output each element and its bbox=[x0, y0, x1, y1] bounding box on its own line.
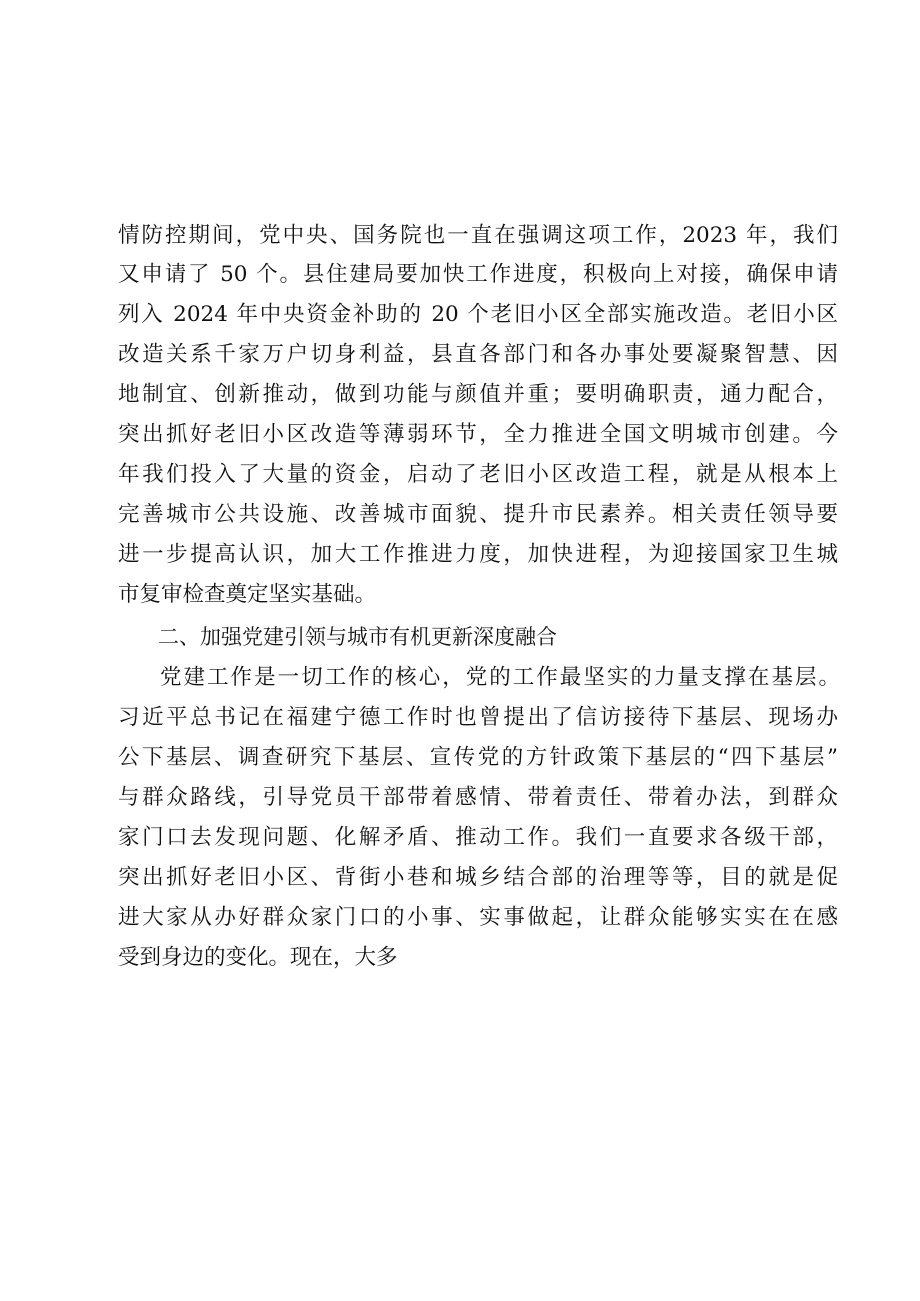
paragraph-line: 又申请了 50 个。县住建局要加快工作进度，积极向上对接，确保申请 bbox=[118, 262, 838, 287]
paragraph-line: 习近平总书记在福建宁德工作时也曾提出了信访接待下基层、现场办 bbox=[118, 705, 838, 730]
paragraph-line: 突出抓好老旧小区、背街小巷和城乡结合部的治理等等，目的就是促 bbox=[118, 865, 838, 890]
paragraph-line: 完善城市公共设施、改善城市面貌、提升市民素养。相关责任领导要 bbox=[118, 502, 838, 527]
paragraph-line: 进一步提高认识，加大工作推进力度，加快进程，为迎接国家卫生城 bbox=[118, 542, 838, 567]
paragraph-line: 列入 2024 年中央资金补助的 20 个老旧小区全部实施改造。老旧小区 bbox=[118, 302, 838, 327]
paragraph-line: 党建工作是一切工作的核心，党的工作最坚实的力量支撑在基层。 bbox=[160, 665, 840, 690]
paragraph-line: 年我们投入了大量的资金，启动了老旧小区改造工程，就是从根本上 bbox=[118, 462, 838, 487]
paragraph-line: 地制宜、创新推动，做到功能与颜值并重；要明确职责，通力配合， bbox=[118, 382, 838, 407]
paragraph-line: 进大家从办好群众家门口的小事、实事做起，让群众能够实实在在感 bbox=[118, 905, 838, 930]
section-heading: 二、加强党建引领与城市有机更新深度融合 bbox=[158, 625, 557, 649]
paragraph-line: 与群众路线，引导党员干部带着感情、带着责任、带着办法，到群众 bbox=[118, 785, 838, 810]
paragraph-line: 受到身边的变化。现在，大多 bbox=[118, 945, 398, 970]
paragraph-line: 市复审检查奠定坚实基础。 bbox=[118, 582, 377, 607]
paragraph-line: 情防控期间，党中央、国务院也一直在强调这项工作，2023 年，我们 bbox=[118, 223, 838, 248]
paragraph-line: 公下基层、调查研究下基层、宣传党的方针政策下基层的“四下基层” bbox=[118, 745, 838, 770]
paragraph-line: 家门口去发现问题、化解矛盾、推动工作。我们一直要求各级干部， bbox=[118, 825, 838, 850]
paragraph-line: 突出抓好老旧小区改造等薄弱环节，全力推进全国文明城市创建。今 bbox=[118, 422, 838, 447]
paragraph-line: 改造关系千家万户切身利益，县直各部门和各办事处要凝聚智慧、因 bbox=[118, 342, 838, 367]
